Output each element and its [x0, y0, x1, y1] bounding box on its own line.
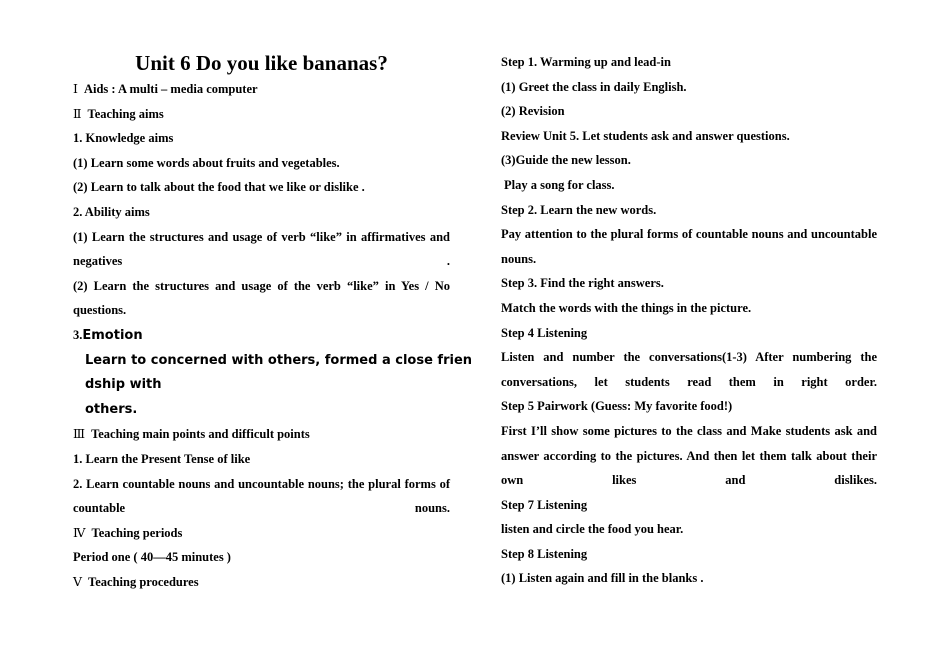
page-title: Unit 6 Do you like bananas? — [135, 51, 388, 75]
points-text: Teaching main points and difficult points — [91, 427, 310, 442]
step-5-text: First I’ll show some pictures to the class and Make students ask and answer according to the pictures. And then let them talk about their own likes and dislikes. — [501, 423, 877, 488]
step-7-text: listen and circle the food you hear. — [501, 522, 684, 537]
periods-heading — [73, 521, 450, 546]
aids-line — [73, 77, 450, 102]
step-2-heading: Step 2. Learn the new words. — [501, 202, 657, 217]
aids-text: Aids : A multi – media computer — [83, 82, 258, 96]
emotion-text-line-3: others. — [85, 401, 138, 417]
step-8-item-1: (1) Listen again and fill in the blanks . — [501, 571, 704, 586]
ability-aims-heading: 2. Ability aims — [73, 204, 150, 219]
step-2-text: Pay attention to the plural forms of countable nouns and uncountable nouns. — [501, 227, 877, 266]
step-4-text: Listen and number the conversations(1-3) After numbering the conversations, let students read them in right order. — [501, 350, 877, 389]
main-point-2: 2. Learn countable nouns and uncountable nouns; the plural forms of countable nouns. — [73, 476, 450, 516]
period-one: Period one ( 40—45 minutes ) — [73, 550, 231, 565]
ability-aim-2: (2) Learn the structures and usage of the verb “like” in Yes / No questions. — [73, 278, 450, 318]
step-8-heading: Step 8 Listening — [501, 546, 588, 561]
emotion-text-line-1: Learn to concerned with others, formed a close frien — [85, 352, 473, 368]
roman-numeral-2: Ⅱ — [73, 106, 82, 121]
emotion-title: Emotion — [82, 327, 143, 343]
roman-numeral-1: Ⅰ — [73, 82, 78, 96]
step-4-heading: Step 4 Listening — [501, 325, 588, 340]
step-3-heading: Step 3. Find the right answers. — [501, 276, 664, 291]
ability-aim-1: (1) Learn the structures and usage of verb “like” in affirmatives and negatives . — [73, 229, 450, 269]
aims-text: Teaching aims — [87, 106, 164, 121]
step-5-heading: Step 5 Pairwork (Guess: My favorite food!) — [501, 399, 733, 414]
emotion-heading — [73, 323, 450, 349]
step-1-item-1: (1) Greet the class in daily English. — [501, 79, 687, 94]
main-point-1: 1. Learn the Present Tense of like — [73, 451, 251, 466]
emotion-text-line-2: dship with — [85, 377, 162, 393]
step-1-item-3: Review Unit 5. Let students ask and answer questions. — [501, 128, 790, 143]
roman-numeral-5: Ⅴ — [73, 574, 83, 589]
procedures-text: Teaching procedures — [88, 574, 199, 589]
step-1-item-4: (3)Guide the new lesson. — [501, 153, 631, 168]
knowledge-aims-heading: 1. Knowledge aims — [73, 131, 174, 146]
right-column — [501, 50, 877, 591]
periods-text: Teaching periods — [91, 525, 183, 540]
emotion-number: 3. — [73, 327, 83, 342]
step-1-heading: Step 1. Warming up and lead-in — [501, 55, 671, 69]
left-column — [73, 50, 473, 594]
points-heading — [73, 422, 450, 447]
step-1-item-2: (2) Revision — [501, 104, 565, 119]
knowledge-aim-2: (2) Learn to talk about the food that we like or dislike . — [73, 180, 365, 195]
roman-numeral-3: Ⅲ — [73, 427, 86, 442]
roman-numeral-4: Ⅳ — [73, 525, 86, 540]
aims-heading — [73, 102, 450, 127]
step-1-item-5: Play a song for class. — [504, 177, 615, 192]
step-7-heading: Step 7 Listening — [501, 497, 588, 512]
knowledge-aim-1: (1) Learn some words about fruits and vegetables. — [73, 155, 340, 170]
procedures-heading — [73, 570, 450, 595]
step-3-text: Match the words with the things in the picture. — [501, 300, 752, 315]
